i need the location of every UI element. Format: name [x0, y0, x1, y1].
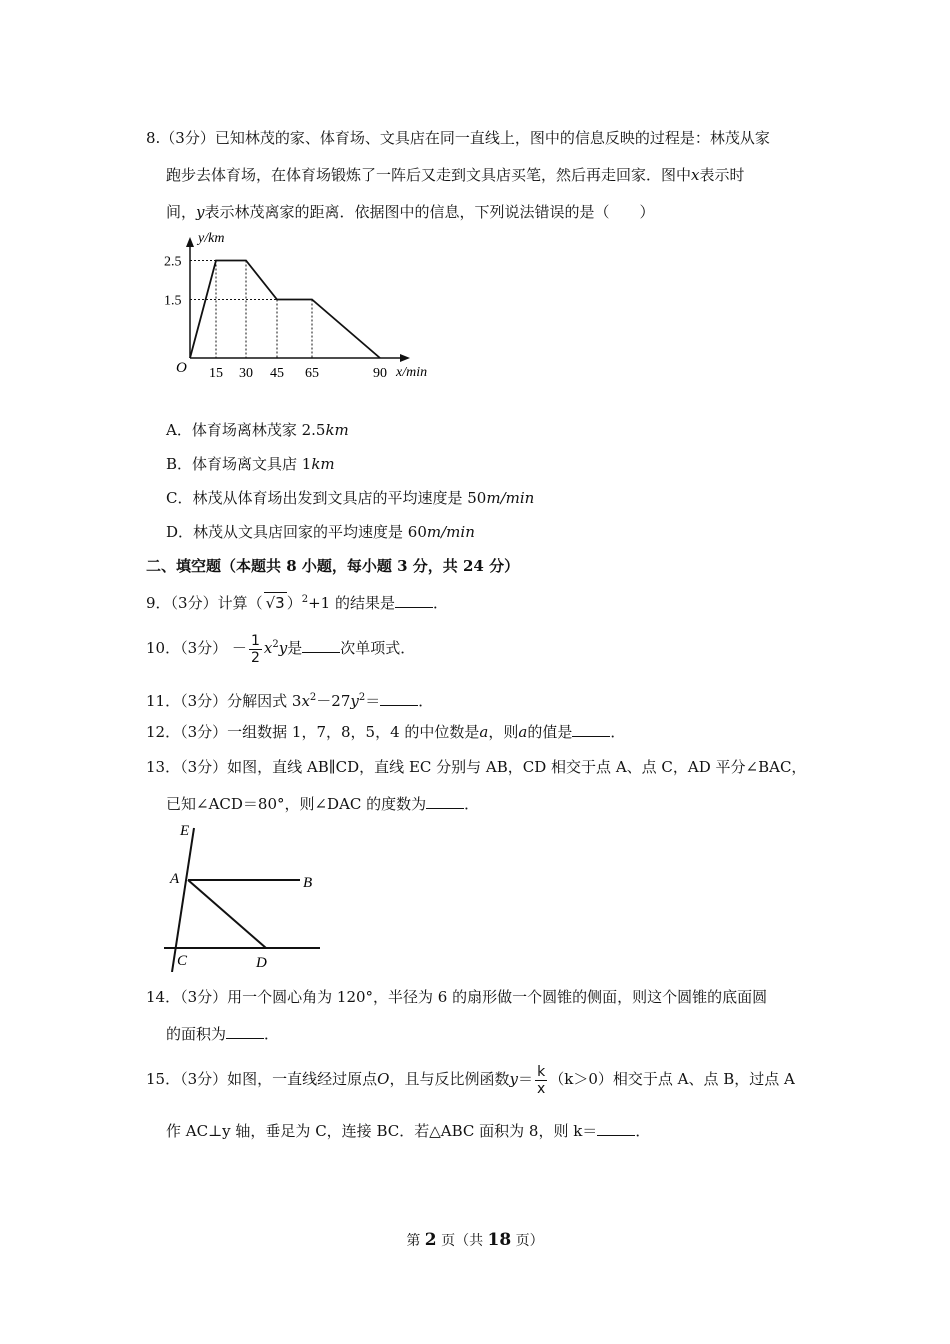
q15-fraction: $\frac{k}{x}$ — [536, 1063, 546, 1097]
q8-option-c: C．林茂从体育场出发到文具店的平均速度是 50m/min — [166, 489, 535, 507]
q8-option-a: A．体育场离林茂家 2.5km — [166, 421, 349, 439]
q11: 11．（3分）分解因式 $3x^2-27y^2=$ ． — [146, 692, 434, 710]
y-axis-label: y/km — [198, 231, 225, 246]
x-tick-label: 90 — [373, 366, 387, 381]
q10: 10．（3分） － $\frac{1}{2}$ $x^2y$是 次单项式． — [146, 632, 416, 666]
sqrt-symbol: √3 — [265, 594, 285, 612]
q15-line1: 15．（3分）如图，一直线经过原点O，且与反比例函数y＝ $\frac{k}{x}$ （k＞0）相交于点 A、点 B，过点 A — [146, 1063, 795, 1097]
q10-answer-blank[interactable] — [302, 638, 340, 653]
label-c: C — [177, 953, 188, 969]
q14-line2: 的面积为 ． — [166, 1025, 280, 1043]
segment-ad — [188, 880, 266, 948]
label-d: D — [256, 955, 267, 971]
y-axis-arrow — [186, 237, 194, 247]
x-tick-label: 30 — [239, 366, 253, 381]
y-tick-label: 2.5 — [164, 254, 182, 270]
x-tick-label: 65 — [305, 366, 319, 381]
q8-line3: 间，y表示林茂离家的距离．依据图中的信息，下列说法错误的是（ ） — [166, 203, 655, 221]
q11-answer-blank[interactable] — [380, 691, 418, 706]
label-e: E — [180, 823, 190, 839]
parallel-lines-figure — [160, 820, 330, 972]
label-a: A — [170, 871, 180, 887]
q9: 9．（3分）计算（ √3 ）$^2$+1 的结果是 ． — [146, 594, 448, 612]
q14-line1: 14．（3分）用一个圆心角为 120°，半径为 6 的扇形做一个圆锥的侧面，则这个圆锥的底面圆 — [146, 988, 768, 1006]
origin-label: O — [176, 360, 187, 376]
q8-line1: 8.（3分）已知林茂的家、体育场、文具店在同一直线上，图中的信息反映的过程是：林茂从家 — [146, 129, 770, 147]
x-tick-label: 15 — [209, 366, 223, 381]
q12-answer-blank[interactable] — [572, 722, 610, 737]
q9-answer-blank[interactable] — [395, 593, 433, 608]
line-ec — [172, 828, 194, 972]
page-footer: 第 2 页（共 18 页） — [406, 1230, 544, 1250]
q8-line2: 跑步去体育场，在体育场锻炼了一阵后又走到文具店买笔，然后再走回家．图中x表示时 — [166, 166, 745, 184]
q8-option-b: B．体育场离文具店 1km — [166, 455, 335, 473]
q10-fraction: $\frac{1}{2}$ — [250, 632, 260, 666]
distance-time-graph — [160, 228, 450, 384]
q15-answer-blank[interactable] — [597, 1121, 635, 1136]
q8-option-d: D．林茂从文具店回家的平均速度是 60m/min — [166, 523, 475, 541]
q15-line2: 作 AC⊥y 轴，垂足为 C，连接 BC．若△ABC 面积为 8，则 k＝ ． — [166, 1122, 651, 1140]
q13-line2: 已知∠ACD＝80°，则∠DAC 的度数为 ． — [166, 795, 480, 813]
distance-line — [190, 261, 380, 359]
x-tick-label: 45 — [270, 366, 284, 381]
label-b: B — [303, 875, 313, 891]
q13-answer-blank[interactable] — [426, 794, 464, 809]
y-tick-label: 1.5 — [164, 293, 182, 309]
x-axis-label: x/min — [396, 365, 428, 380]
x-axis-arrow — [400, 354, 410, 362]
q13-line1: 13．（3分）如图，直线 AB∥CD，直线 EC 分别与 AB，CD 相交于点 A、点 C，AD 平分∠BAC， — [146, 758, 807, 776]
q12: 12．（3分）一组数据 1，7，8，5，4 的中位数是a，则a的值是 ． — [146, 723, 626, 741]
q14-answer-blank[interactable] — [226, 1024, 264, 1039]
section2-title: 二、填空题（本题共 8 小题，每小题 3 分，共 24 分） — [146, 557, 520, 575]
